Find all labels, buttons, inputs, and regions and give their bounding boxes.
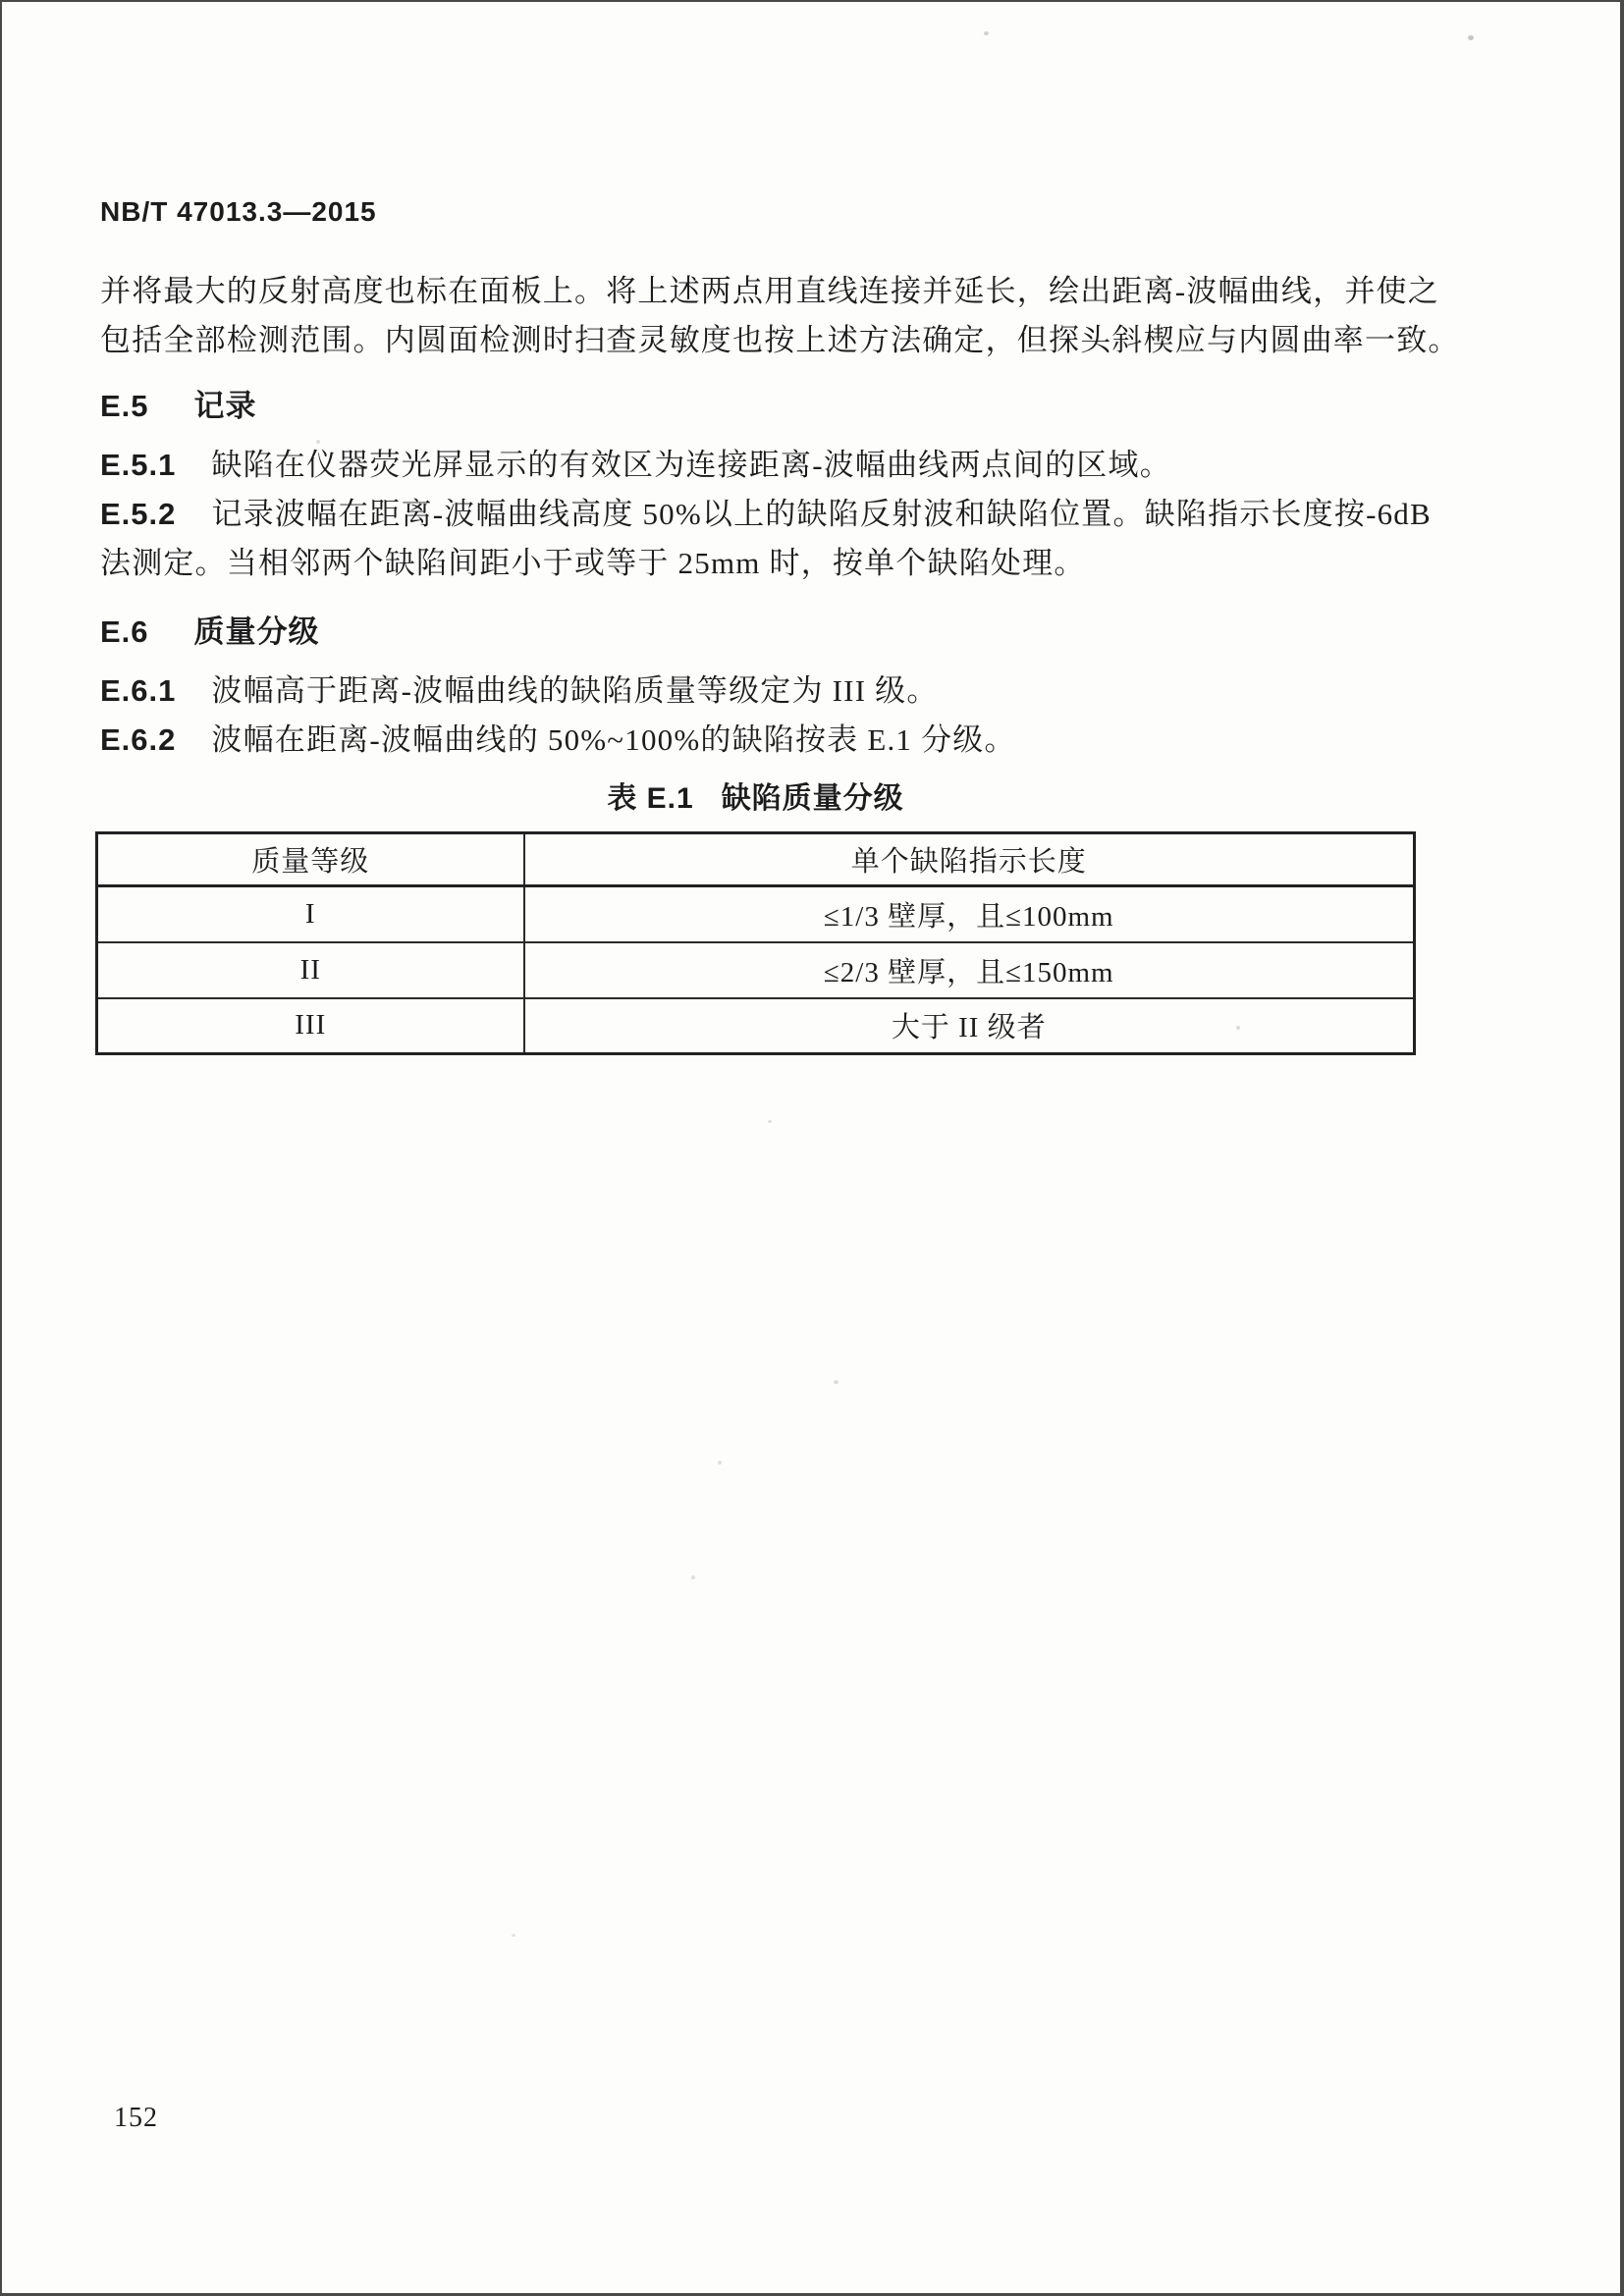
table-row xyxy=(97,886,1415,942)
clause-text: 波幅在距离-波幅曲线的 50%~100%的缺陷按表 E.1 分级。 xyxy=(211,722,1016,757)
table-caption-label: 表 E.1 xyxy=(607,782,694,815)
document-number: NB/T 47013.3—2015 xyxy=(100,196,377,227)
scan-speck xyxy=(691,1575,695,1579)
scan-speck xyxy=(768,1120,772,1123)
section-label: E.5 xyxy=(100,389,149,423)
intro-paragraph xyxy=(100,267,1460,365)
clause-e6-2 xyxy=(100,716,1426,765)
section-heading-e5 xyxy=(100,382,1426,431)
table-caption-title: 缺陷质量分级 xyxy=(721,782,904,815)
indication-length-cell: ≤1/3 壁厚，且≤100mm xyxy=(524,886,1415,942)
indication-length-cell: ≤2/3 壁厚，且≤150mm xyxy=(524,942,1415,998)
clause-label: E.6.2 xyxy=(100,722,177,757)
clause-e6-1 xyxy=(100,667,1426,716)
scan-speck xyxy=(512,1934,515,1937)
section-label: E.6 xyxy=(100,614,149,649)
scan-speck xyxy=(834,1380,839,1384)
section-heading-e6 xyxy=(100,608,1426,657)
clause-text: 波幅高于距离-波幅曲线的缺陷质量等级定为 III 级。 xyxy=(211,673,939,708)
scan-speck xyxy=(1236,1026,1240,1030)
clause-label: E.5.1 xyxy=(100,448,177,482)
clause-text: 记录波幅在距离-波幅曲线高度 50%以上的缺陷反射波和缺陷位置。缺陷指示长度按-6dB xyxy=(211,497,1432,531)
table-row xyxy=(97,942,1415,998)
clause-text: 法测定。当相邻两个缺陷间距小于或等于 25mm 时，按单个缺陷处理。 xyxy=(100,546,1086,580)
paragraph-line: 并将最大的反射高度也标在面板上。将上述两点用直线连接并延长，绘出距离-波幅曲线，并使之 xyxy=(100,274,1439,308)
scan-speck xyxy=(984,31,989,35)
grade-level-cell: III xyxy=(97,998,524,1054)
column-header-length: 单个缺陷指示长度 xyxy=(524,833,1415,886)
clause-label: E.6.1 xyxy=(100,673,177,708)
grade-table-body xyxy=(97,886,1415,1054)
clause-label: E.5.2 xyxy=(100,497,177,531)
defect-grade-table xyxy=(95,831,1416,1055)
section-title: 记录 xyxy=(193,389,257,423)
table-caption xyxy=(95,774,1416,824)
column-header-grade: 质量等级 xyxy=(97,833,524,886)
indication-length-cell: 大于 II 级者 xyxy=(524,998,1415,1054)
scan-speck xyxy=(1468,35,1474,40)
scan-speck xyxy=(316,440,320,444)
table-row xyxy=(97,998,1415,1054)
grade-level-cell: I xyxy=(97,886,524,942)
table-header-row xyxy=(97,833,1415,886)
clause-text: 缺陷在仪器荧光屏显示的有效区为连接距离-波幅曲线两点间的区域。 xyxy=(211,448,1171,482)
paragraph-line: 包括全部检测范围。内圆面检测时扫查灵敏度也按上述方法确定，但探头斜楔应与内圆曲率一致。 xyxy=(100,323,1460,357)
grade-level-cell: II xyxy=(97,942,524,998)
page-number: 152 xyxy=(114,2103,158,2133)
clause-e5-1 xyxy=(100,441,1426,490)
clause-e5-2 xyxy=(100,490,1432,588)
section-title: 质量分级 xyxy=(193,614,320,649)
scan-speck xyxy=(718,1461,722,1465)
